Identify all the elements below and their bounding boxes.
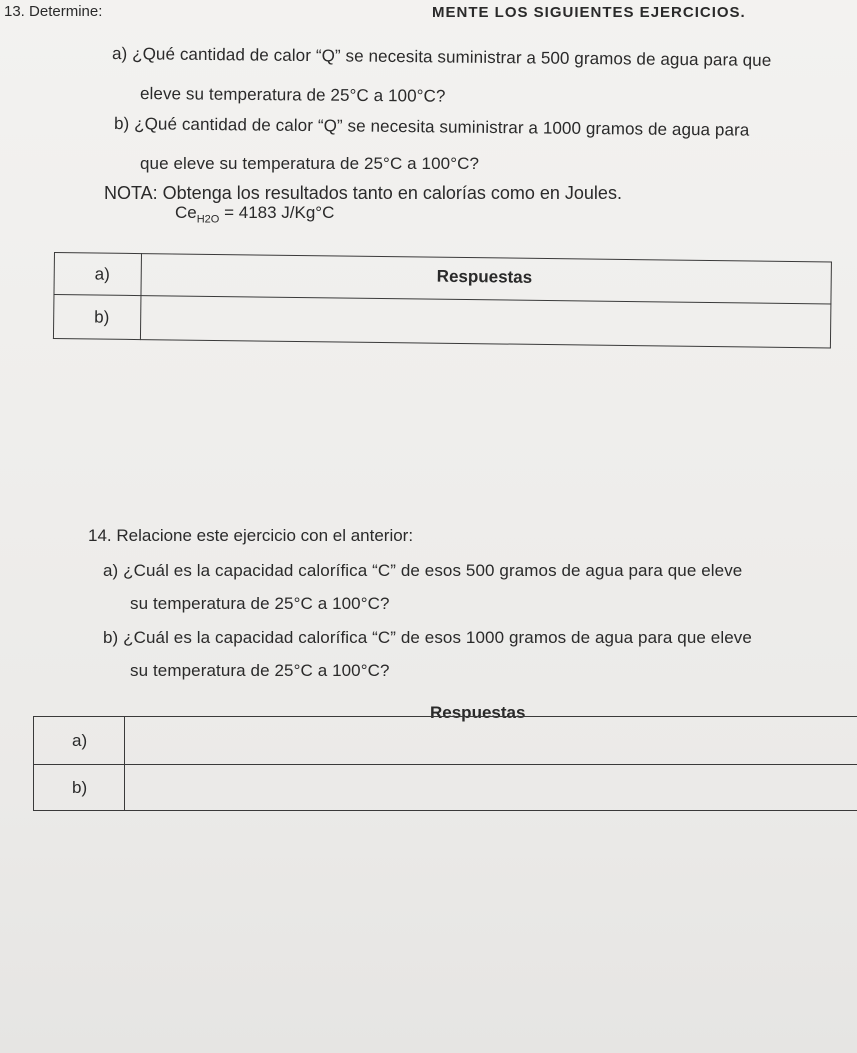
question-14a-line2: su temperatura de 25°C a 100°C?	[130, 594, 390, 613]
question-13a-line1: a) ¿Qué cantidad de calor “Q” se necesita suministrar a 500 gramos de agua para que	[111, 44, 772, 70]
note-line: NOTA: Obtenga los resultados tanto en calorías como en Joules.	[104, 183, 622, 203]
row-label-a: a)	[34, 717, 125, 765]
question-13a-line2: eleve su temperatura de 25°C a 100°C?	[139, 84, 446, 106]
question-14b-line2: su temperatura de 25°C a 100°C?	[130, 661, 390, 680]
answer-cell-a[interactable]	[141, 254, 831, 304]
row-label-b: b)	[53, 295, 141, 340]
answer-cell-b[interactable]	[140, 296, 830, 348]
answer-cell-a[interactable]	[125, 717, 857, 765]
bleed-through-text	[95, 492, 99, 507]
answer-cell-b[interactable]	[125, 765, 857, 811]
row-label-b: b)	[34, 765, 125, 811]
section-heading: MENTE LOS SIGUIENTES EJERCICIOS.	[432, 4, 746, 21]
question-13b-line1: b) ¿Qué cantidad de calor “Q” se necesita suministrar a 1000 gramos de agua para	[113, 114, 750, 140]
question-13b-line2: que eleve su temperatura de 25°C a 100°C?	[140, 154, 480, 173]
answers-title: Respuestas	[436, 266, 533, 287]
row-label-a: a)	[54, 253, 142, 296]
note-specific-heat	[175, 203, 334, 225]
table-row	[34, 765, 857, 811]
question-14b-line1: b) ¿Cuál es la capacidad calorífica “C” de esos 1000 gramos de agua para que eleve	[103, 628, 752, 647]
question-14a-line1: a) ¿Cuál es la capacidad calorífica “C” de esos 500 gramos de agua para que eleve	[103, 561, 743, 580]
specific-heat-subscript: H2O	[196, 213, 220, 226]
table-row	[34, 717, 857, 765]
answers-table-14	[33, 716, 857, 811]
answers-title-14: Respuestas	[430, 703, 526, 722]
specific-heat-symbol: Ce	[175, 203, 197, 222]
exercise-14-title: 14. Relacione este ejercicio con el anterior:	[88, 526, 414, 545]
answers-table-13	[53, 252, 832, 348]
specific-heat-value: = 4183 J/Kg°C	[219, 203, 335, 222]
exercise-13-number: 13. Determine:	[4, 3, 103, 20]
